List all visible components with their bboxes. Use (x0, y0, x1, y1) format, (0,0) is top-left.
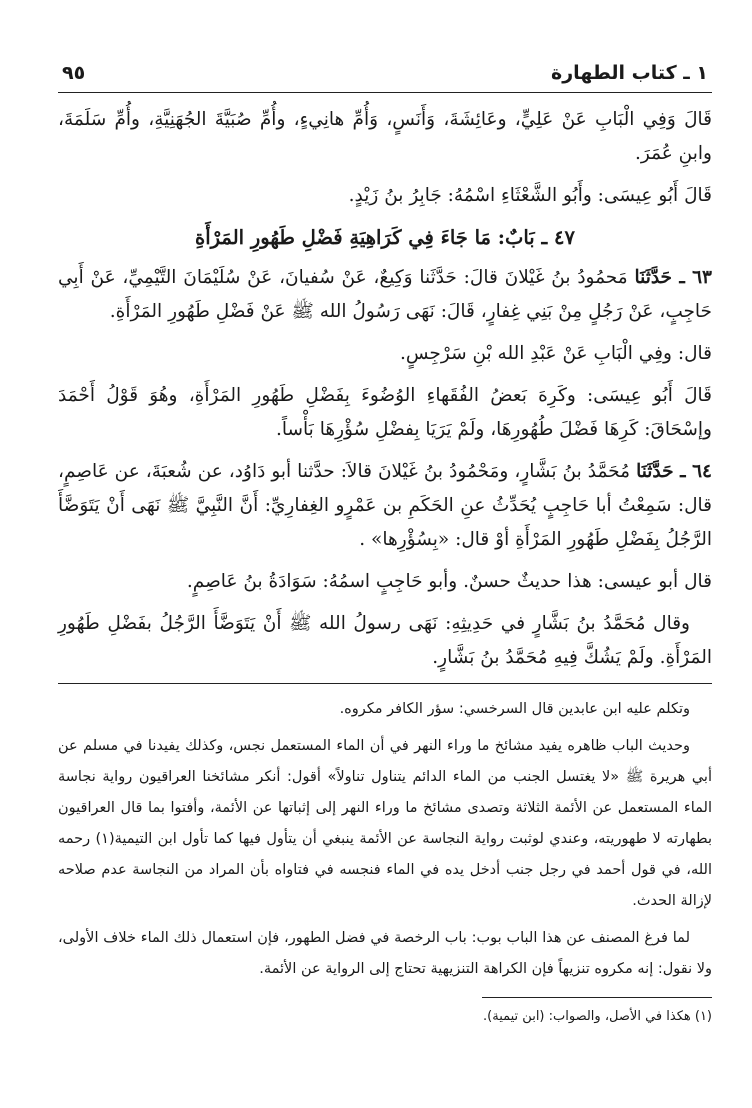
footnote-divider (482, 997, 712, 998)
commentary (58, 694, 712, 985)
paragraph: قال أبو عيسى: هذا حديثٌ حسنٌ. وأبو حَاجِبٍ اسمُهُ: سَوَادَةُ بنُ عَاصِمٍ. (186, 571, 712, 592)
paragraph: قَالَ وَفِي الْبَابِ عَنْ عَلِيٍّ، وعَائِشَةَ، وَأَنَسٍ، وَأُمِّ هانِيءٍ، وأُمِّ صُبَيَّةَ الجُهَنِيَّةِ، وأُمِّ سَلَمَةَ، وابنِ عُمَرَ. (58, 109, 712, 164)
hadith-text: مُحَمَّدُ بنُ بَشَّارٍ، ومَحْمُودُ بنُ غَيْلانَ قالاَ: حدَّثنا أبو دَاوُد، عن شُعبَةَ، عن عَاصِمٍ، قال: سَمِعْتُ أبا حَاجِبٍ يُحَدِّثُ عنِ الحَكَمِ بن عَمْرٍو الغِفارِيِّ: أَنَّ النَّبِيَّ ﷺ نَهَى أَنْ يَتَوَضَّأَ الرَّجُلُ بِفَضْلِ طَهُورِ المَرْأَةِ أوْ قال: «بِسُؤْرِها» . (58, 461, 712, 550)
main-text (58, 103, 712, 675)
note-paragraph: وتكلم عليه ابن عابدين قال السرخسي: سؤر الكافر مكروه. (339, 701, 690, 717)
footnote: (١) هكذا في الأصل، والصواب: (ابن تيمية). (483, 1009, 712, 1024)
note-paragraph: وحديث الباب ظاهره يفيد مشائخ ما وراء النهر في أن الماء المستعمل نجس، وكذلك يفيدنا في مسلم عن أبي هريرة ﷺ «لا يغتسل الجنب من الماء الدائم يتناول تناولاً» أقول: أنكر مشائخنا العراقيون رواية نجاسة الماء المستعمل عن الأئمة الثلاثة وتصدى مشائخ ما وراء النهر إلى إثباتها عن الأئمة، وأفتوا بما قال العراقيون بطهارته لا طهوريته، وعندي لوثبت رواية النجاسة عن الأئمة ينبغي أن يتأول فيها كما تأول ابن التيمية(١) رحمه الله، في قول أحمد في رجل جنب أدخل يده في الماء فنجسه في فتاواه بأن المراد من النجاسة عدم صلاحه لإزالة الحدث. (58, 738, 712, 909)
paragraph: قَالَ أَبُو عِيسَى: وكَرِهَ بَعضُ الفُقَهاءِ الوُضُوءَ بِفَضْلِ طَهُورِ المَرْأَةِ، وهُوَ قَوْلُ أَحْمَدَ وإسْحَاقَ: كَرِهَا فَضْلَ طُهُورِهَا، ولَمْ يَرَيَا بِفضْلِ سُؤْرِهَا بَأْساً. (58, 385, 712, 440)
hadith-text: مَحمُودُ بنُ غَيْلانَ قالَ: حَدَّثَنا وَكِيعٌ، عَنْ سُفيانَ، عَنْ سُلَيْمَانَ التَّيْمِيِّ، عَنْ أَبِي حَاجِبٍ، عَنْ رَجُلٍ مِنْ بَنِي غِفارٍ، قَالَ: نَهَى رَسُولُ الله ﷺ عَنْ فَضْلِ طَهُورِ المَرْأَةِ. (58, 267, 712, 322)
note-paragraph: لما فرغ المصنف عن هذا الباب بوب: باب الرخصة في فضل الطهور، فإن استعمال ذلك الماء خلاف الأولى، ولا نقول: إنه مكروه تنزيهاً فإن الكراهة التنزيهية تحتاج إلى الرواية عن الأئمة. (58, 930, 712, 977)
running-header (58, 62, 712, 93)
hadith-number: ٦٤ ـ حَدَّثَنَا (636, 461, 712, 482)
chapter-header: ١ ـ كتاب الطهارة (551, 62, 708, 84)
hadith-64 (58, 455, 712, 557)
paragraph: قَالَ أَبُو عِيسَى: وأَبُو الشَّعْثَاءِ اسْمُهُ: جَابِرُ بنُ زَيْدٍ. (348, 185, 712, 206)
hadith-number: ٦٣ ـ حَدَّثَنَا (634, 267, 712, 288)
book-page (58, 62, 712, 1030)
hadith-63 (58, 261, 712, 329)
paragraph: قال: وفِي الْبَابِ عَنْ عَبْدِ الله بْنِ سَرْجِسٍ. (399, 343, 712, 364)
chapter-title: ٤٧ ـ بَابٌ: مَا جَاءَ فِي كَرَاهِيَةِ فَضْلِ طَهُورِ المَرْأَةِ (195, 226, 575, 249)
page-number: ٩٥ (62, 62, 86, 84)
section-divider (58, 683, 712, 684)
paragraph: وقال مُحَمَّدُ بنُ بَشَّارٍ في حَدِيثِهِ: نَهَى رسولُ الله ﷺ أَنْ يَتَوَضَّأَ الرَّجُلُ بفَضْلِ طَهُورِ المَرْأَةِ. ولَمْ يَشُكَّ فِيهِ مُحَمَّدُ بنُ بَشَّارٍ. (58, 613, 712, 668)
